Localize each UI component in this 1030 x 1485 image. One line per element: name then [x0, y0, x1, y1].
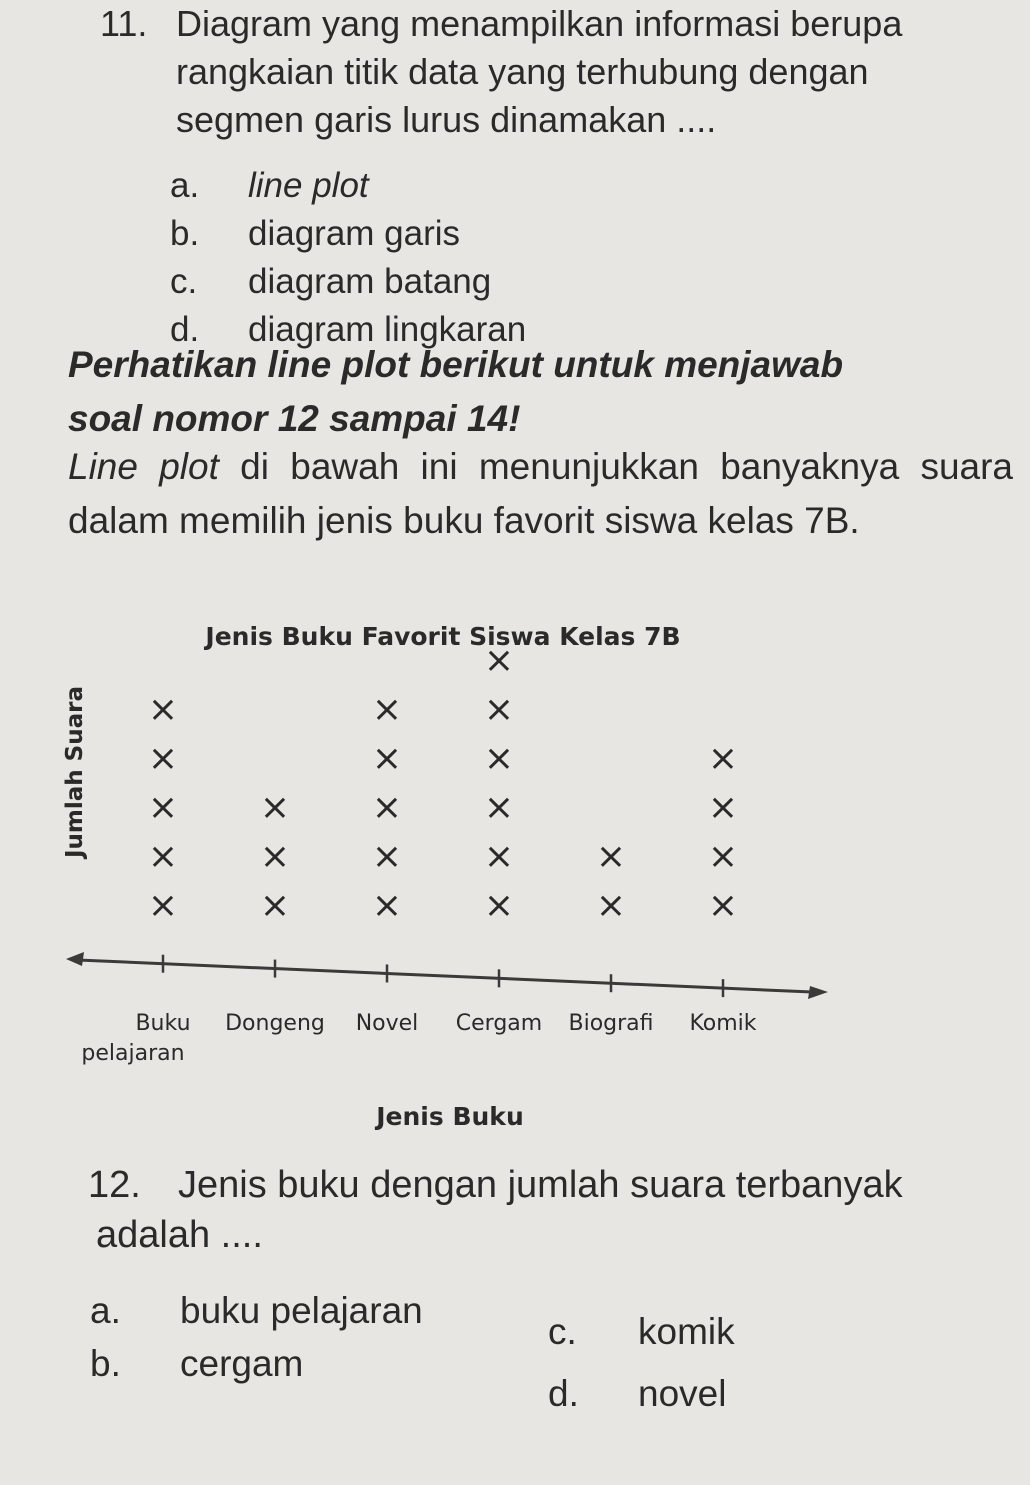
option-label: b.	[90, 1343, 121, 1384]
vote-mark: ×	[707, 885, 739, 926]
option-c[interactable]	[548, 1308, 735, 1356]
option-a[interactable]	[90, 1287, 423, 1335]
question-number: 11.	[100, 3, 148, 44]
option-text: komik	[638, 1311, 735, 1352]
instruction	[68, 338, 1008, 446]
axis-arrow-right	[808, 986, 828, 999]
question-number: 12.	[88, 1164, 141, 1206]
instruction-line: soal nomor 12 sampai 14!	[68, 398, 521, 439]
option-text: cergam	[180, 1343, 304, 1384]
vote-mark: ×	[371, 738, 403, 779]
category-label: Cergam	[455, 1011, 543, 1036]
vote-mark: ×	[483, 836, 515, 877]
option-label: a.	[90, 1290, 121, 1331]
vote-mark: ×	[707, 787, 739, 828]
y-axis-label: Jumlah Suara	[62, 685, 88, 859]
line-plot-svg	[0, 600, 1030, 1140]
vote-mark: ×	[371, 836, 403, 877]
x-axis-label: Jenis Buku	[376, 1102, 524, 1131]
option-text: diagram batang	[248, 262, 492, 301]
vote-mark: ×	[483, 689, 515, 730]
option-text: novel	[638, 1373, 727, 1414]
vote-mark: ×	[371, 787, 403, 828]
category-label: Dongeng	[225, 1011, 325, 1036]
vote-mark: ×	[483, 640, 515, 681]
vote-mark: ×	[707, 836, 739, 877]
option-text: line plot	[248, 166, 369, 205]
question-text-line: adalah ....	[96, 1214, 263, 1256]
vote-mark: ×	[371, 689, 403, 730]
line-plot-chart	[0, 600, 1030, 1140]
vote-mark: ×	[371, 885, 403, 926]
option-label: a.	[170, 166, 200, 205]
option-text: diagram lingkaran	[248, 310, 527, 349]
vote-mark: ×	[259, 787, 291, 828]
vote-mark: ×	[147, 885, 179, 926]
category-label: Novel	[355, 1011, 419, 1036]
vote-mark: ×	[595, 885, 627, 926]
question-11-options	[170, 162, 526, 354]
vote-mark: ×	[483, 885, 515, 926]
question-text-line: rangkaian titik data yang terhubung dengan	[176, 51, 869, 92]
vote-mark: ×	[147, 689, 179, 730]
option-d[interactable]	[548, 1370, 726, 1418]
vote-mark: ×	[707, 738, 739, 779]
intro-paragraph	[68, 440, 1013, 548]
question-12	[88, 1160, 1018, 1260]
category-label: Buku	[135, 1011, 191, 1036]
vote-mark: ×	[483, 787, 515, 828]
option-label: c.	[170, 262, 198, 301]
vote-mark: ×	[259, 836, 291, 877]
chart-title: Jenis Buku Favorit Siswa Kelas 7B	[205, 622, 681, 651]
option-c[interactable]	[170, 258, 526, 306]
instruction-line: Perhatikan line plot berikut untuk menjawab	[68, 344, 844, 385]
axis-arrow-left	[66, 952, 84, 966]
category-label: Biografi	[568, 1011, 654, 1036]
vote-mark: ×	[147, 836, 179, 877]
option-label: c.	[548, 1311, 577, 1352]
option-a[interactable]	[170, 162, 526, 210]
vote-mark: ×	[147, 787, 179, 828]
vote-mark: ×	[483, 738, 515, 779]
option-label: d.	[548, 1373, 579, 1414]
number-line	[78, 960, 812, 992]
intro-term: Line plot	[68, 446, 219, 487]
option-label: b.	[170, 214, 200, 253]
question-text-line: segmen garis lurus dinamakan ....	[176, 99, 717, 140]
option-text: buku pelajaran	[180, 1290, 423, 1331]
option-b[interactable]	[90, 1340, 303, 1388]
category-label: pelajaran	[81, 1041, 185, 1066]
vote-mark: ×	[147, 738, 179, 779]
option-b[interactable]	[170, 210, 526, 258]
category-label: Komik	[689, 1011, 757, 1036]
question-11	[100, 0, 1000, 144]
vote-mark: ×	[595, 836, 627, 877]
question-text-line: Diagram yang menampilkan informasi berupa	[176, 3, 903, 44]
intro-text: di bawah ini menunjukkan banyaknya suara dalam memilih jenis buku favorit siswa kelas 7B.	[68, 446, 1013, 541]
option-label: d.	[170, 310, 200, 349]
vote-mark: ×	[259, 885, 291, 926]
question-text-line: Jenis buku dengan jumlah suara terbanyak	[178, 1164, 903, 1206]
option-text: diagram garis	[248, 214, 461, 253]
